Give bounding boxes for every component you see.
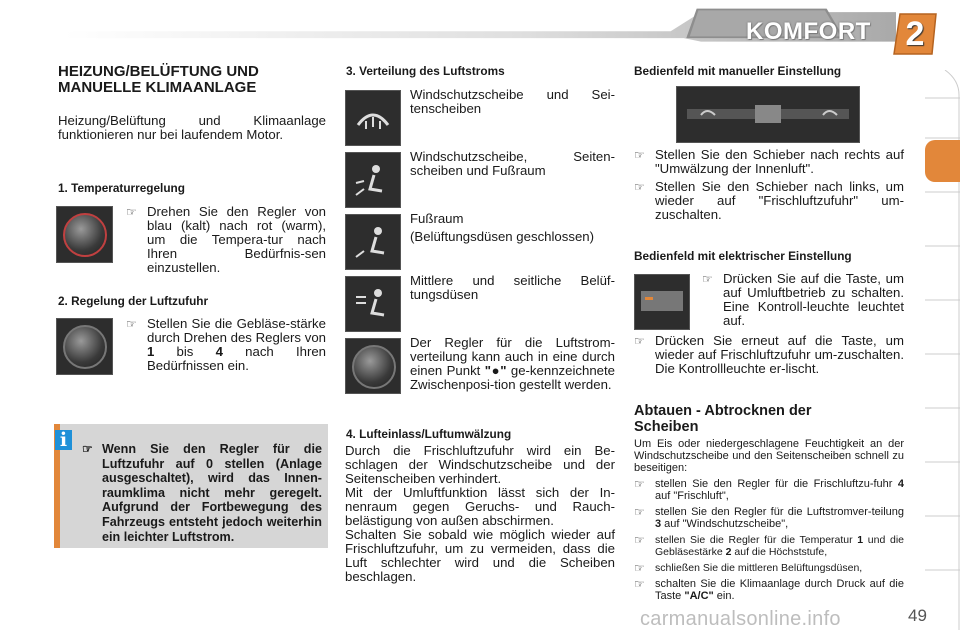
bullet-manual-fresh: ☞ Stellen Sie den Schieber nach links, um wieder auf "Frischluftzufuhr" um-zuschalten. [634,179,904,222]
dist-face-vents: Mittlere und seitliche Belüf-tungsdüsen [410,273,615,302]
recirc-paragraph-2: Mit der Umluftfunktion lässt sich der In-nenraum gegen Geruchs- und Rauch-belästigung von außen abschirmen. [345,485,615,528]
windscreen-demist-icon [345,90,401,146]
face-vents-icon [345,276,401,332]
bullet-manual-recirc: ☞ Stellen Sie den Schieber nach rechts auf "Umwälzung der Innenluft". [634,147,904,176]
dist-intermediate: Der Regler für die Luftstrom-verteilung kann auch in eine durch einen Punkt "●" ge-kennzeichnete Zwischenposi-tion gestellt werden. [410,335,615,392]
dist-footwell: Fußraum (Belüftungsdüsen geschlossen) [410,211,595,244]
heading-electric-panel: Bedienfeld mit elektrischer Einstellung [634,249,852,263]
bullet-icon: ☞ [702,272,713,286]
bullet-icon: ☞ [634,577,645,591]
bullet-temperature: ☞ Drehen Sie den Regler von blau (kalt) nach rot (warm), um die Tempera-tur nach Ihren Bedürfnis-sen einzustellen. [126,204,326,275]
bullet-icon: ☞ [634,334,645,348]
bullet-icon: ☞ [634,148,645,162]
page-number: 49 [908,606,927,625]
bullet-air-supply: ☞ Stellen Sie die Gebläse-stärke durch Drehen des Reglers von 1 bis 4 nach Ihren Bedürfnissen ein. [126,316,327,373]
bullet-icon: ☞ [634,180,645,194]
defrost-step-5: ☞ schalten Sie die Klimaanlage durch Druck auf die Taste "A/C" ein. [634,577,904,602]
watermark: carmanualsonline.info [640,608,841,630]
distribution-knob-image [345,338,401,394]
temperature-knob-image [56,206,113,263]
fan-knob-image [56,318,113,375]
dist-windscreen-side: Windschutzscheibe und Sei-tenscheiben [410,87,615,116]
defrost-intro: Um Eis oder niedergeschlagene Feuchtigkeit an der Windschutzscheibe und den Seitenscheiben schnell zu beseitigen: [634,438,904,474]
manual-panel-image [676,86,860,143]
bullet-icon: ☞ [82,442,93,456]
heading-temperature: 1. Temperaturregelung [58,181,185,195]
bullet-icon: ☞ [634,533,645,547]
intro-paragraph: Heizung/Belüftung und Klimaanlage funktionieren nur bei laufendem Motor. [58,113,326,142]
bullet-electric-off: ☞ Drücken Sie erneut auf die Taste, um wieder auf Frischluftzufuhr um-zuschalten. Die Kontrollleuchte er-lischt. [634,333,904,376]
footwell-icon [345,214,401,270]
chapter-number: 2 [905,15,925,53]
bullet-icon: ☞ [126,205,137,219]
defrost-step-4: ☞ schließen Sie die mittleren Belüftungsdüsen, [634,561,863,575]
bullet-icon: ☞ [634,561,645,575]
recirc-paragraph-1: Durch die Frischluftzufuhr wird ein Be-schlagen der Windschutzscheibe und der Seitenscheiben verhindert. [345,443,615,486]
bullet-icon: ☞ [126,317,137,331]
defrost-step-2: ☞ stellen Sie den Regler für die Luftstromver-teilung 3 auf "Windschutzscheibe", [634,505,904,530]
heading-distribution: 3. Verteilung des Luftstroms [346,64,505,78]
heading-defrost: Abtauen - Abtrocknen der Scheiben [634,403,812,435]
windscreen-footwell-icon [345,152,401,208]
info-text: ☞ Wenn Sie den Regler für die Luftzufuhr auf 0 stellen (Anlage ausgeschaltet), wird das Innen-raumklima nicht mehr geregelt. Aufgrund der Fortbewegung des Fahrzeugs entsteht jedoch weiterhin ein leichter Luftstrom. [82,442,322,544]
chapter-title: KOMFORT [746,18,871,45]
recirc-button-image [634,274,690,330]
bullet-icon: ☞ [634,505,645,519]
defrost-step-3: ☞ stellen Sie die Regler für die Temperatur 1 und die Gebläsestärke 2 auf die Höchststufe, [634,533,904,558]
recirc-paragraph-3: Schalten Sie sobald wie möglich wieder auf Frischluftzufuhr, um zu vermeiden, dass die Luft schlechter wird und die Scheiben beschlagen. [345,527,615,584]
section-title: HEIZUNG/BELÜFTUNG UND MANUELLE KLIMAANLAGE [58,63,259,96]
heading-recirculation: 4. Lufteinlass/Luftumwälzung [346,427,512,441]
dist-windscreen-footwell: Windschutzscheibe, Seiten-scheiben und Fußraum [410,149,615,178]
bullet-electric-on: ☞ Drücken Sie auf die Taste, um auf Umluftbetrieb zu schalten. Eine Kontroll-leuchte leuchtet auf. [702,271,904,328]
defrost-step-1: ☞ stellen Sie den Regler für die Frischluftzu-fuhr 4 auf "Frischluft", [634,477,904,502]
heading-air-supply: 2. Regelung der Luftzufuhr [58,294,209,308]
heading-manual-panel: Bedienfeld mit manueller Einstellung [634,64,842,78]
chapter-tab-active[interactable] [925,140,960,182]
info-icon: i [55,430,72,450]
chapter-number-badge [892,12,938,56]
bullet-icon: ☞ [634,477,645,491]
